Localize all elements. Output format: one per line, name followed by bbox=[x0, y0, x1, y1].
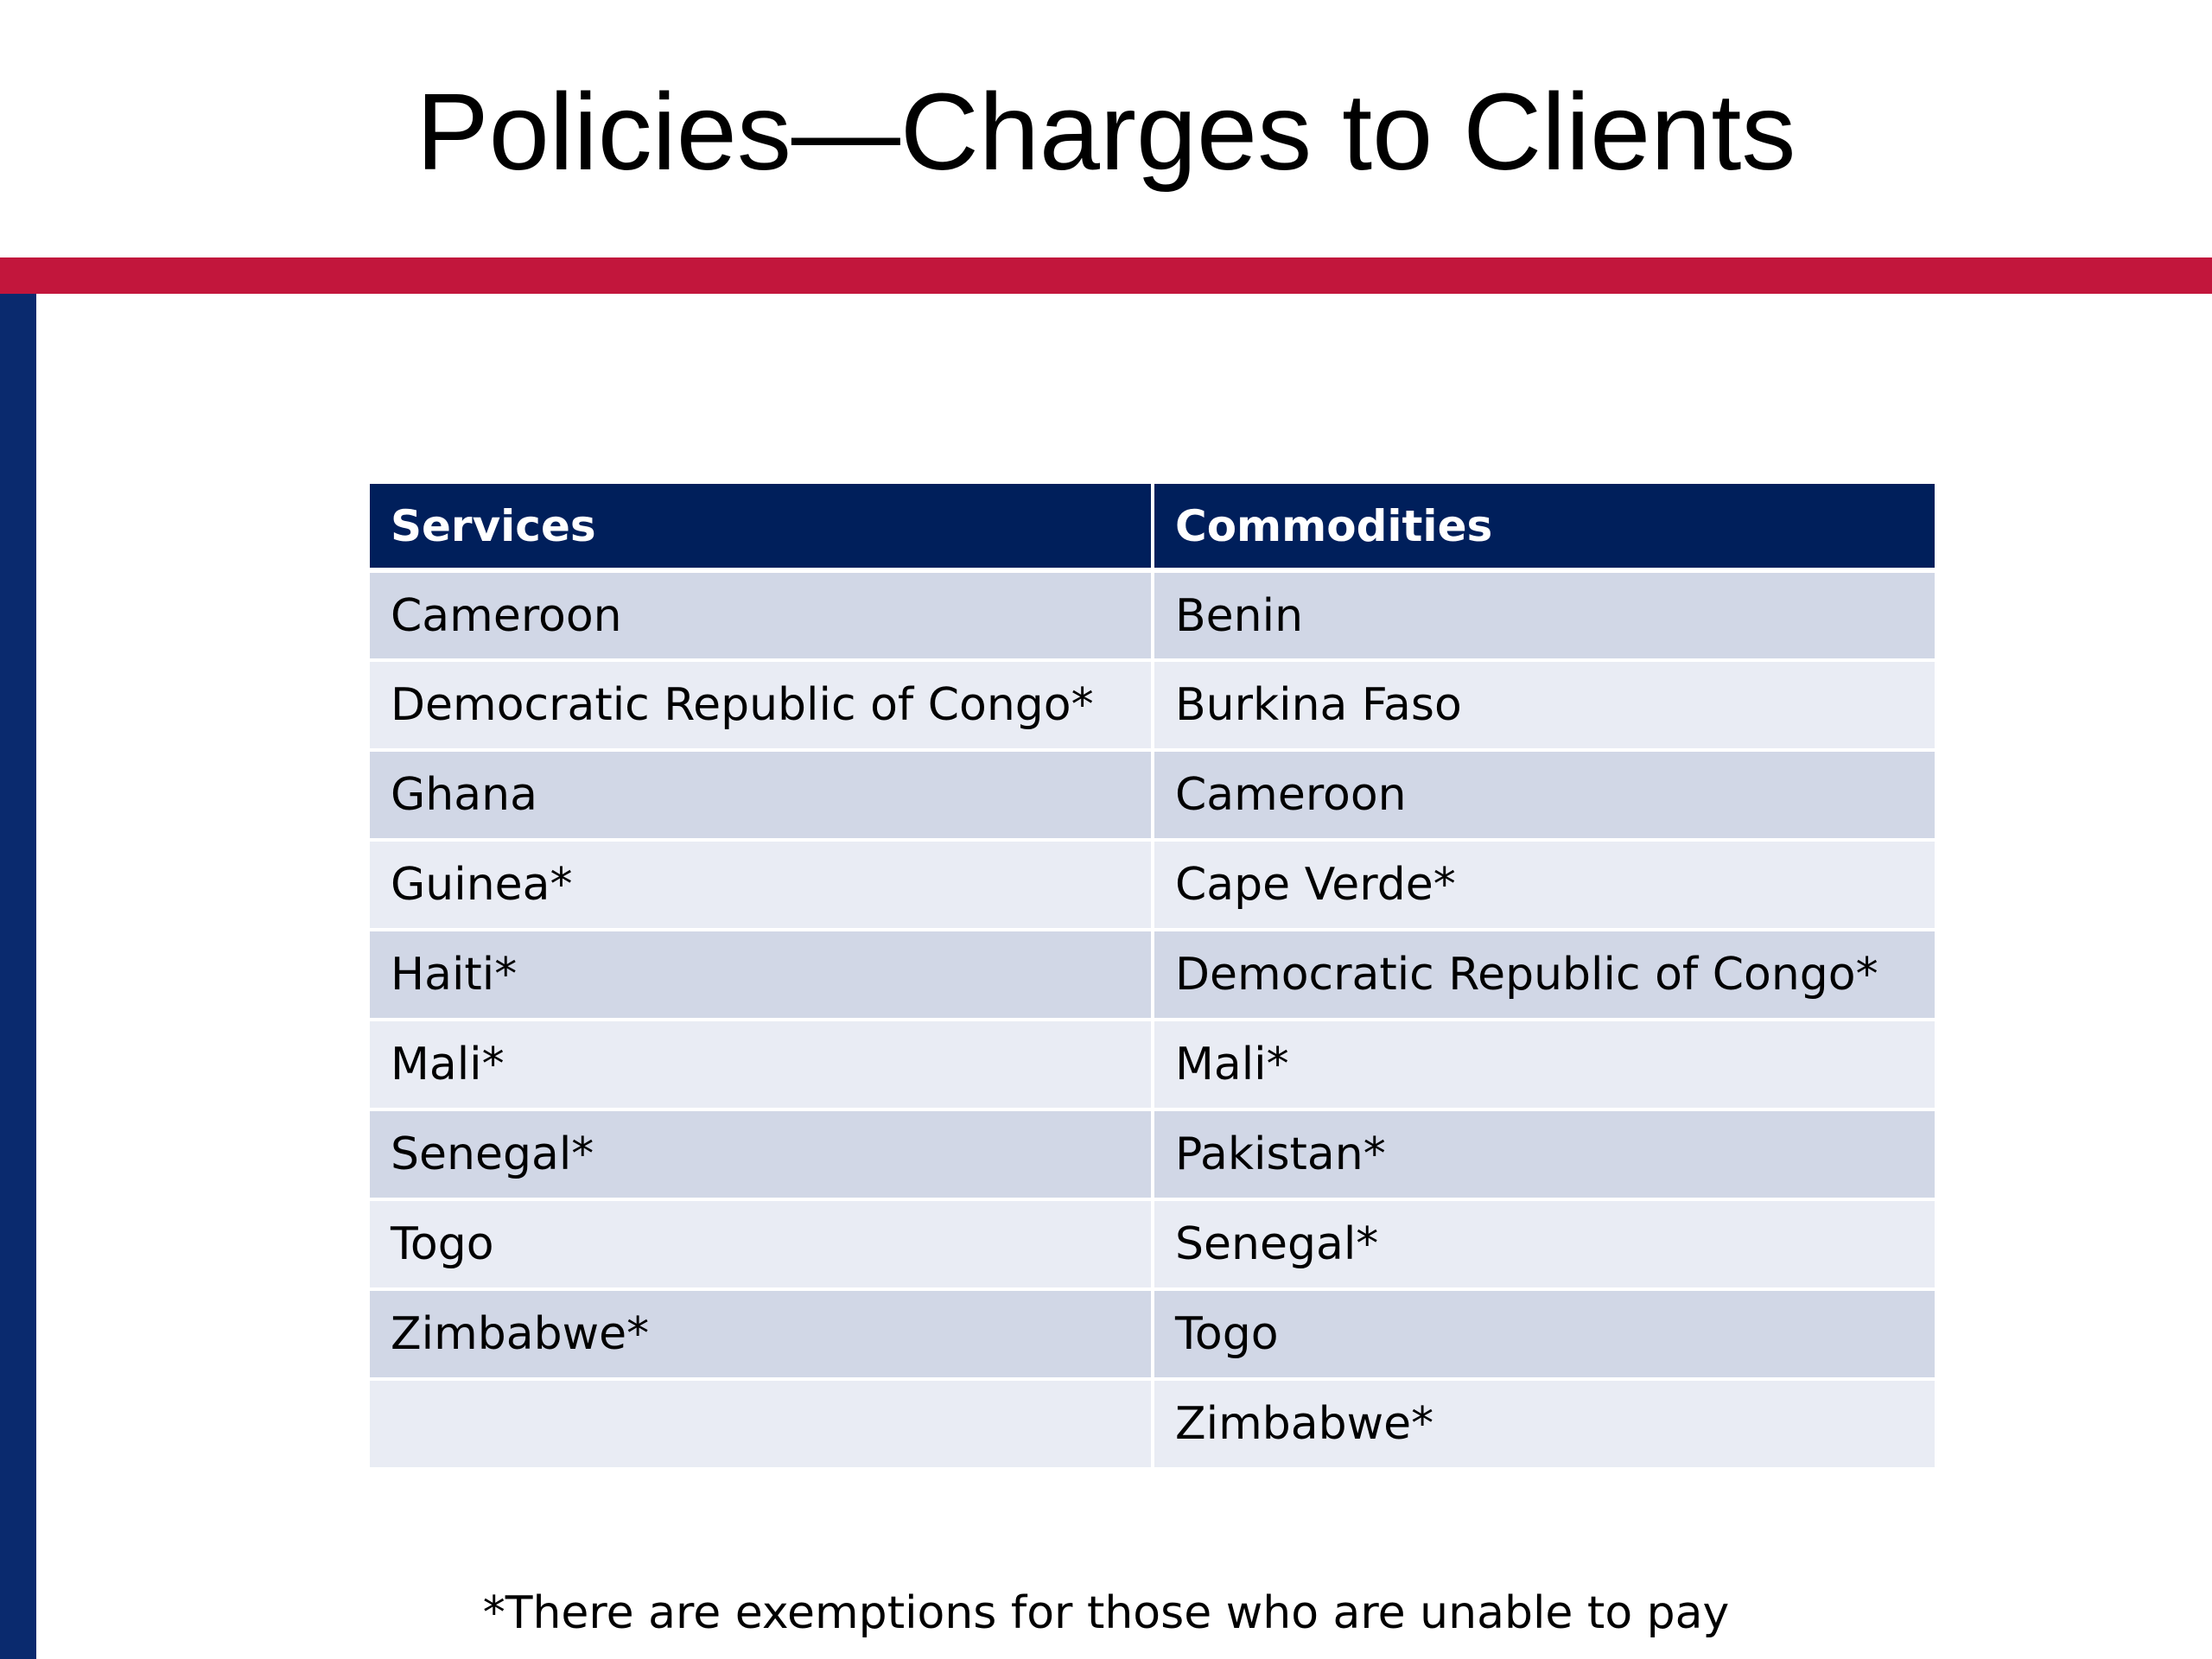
table-row bbox=[370, 1199, 1935, 1289]
services-cell: Haiti* bbox=[370, 930, 1153, 1020]
header-commodities: Commodities bbox=[1153, 484, 1935, 570]
services-cell: Guinea* bbox=[370, 840, 1153, 930]
commodities-cell: Cameroon bbox=[1153, 750, 1935, 840]
table-header-row bbox=[370, 484, 1935, 570]
commodities-cell: Togo bbox=[1153, 1289, 1935, 1379]
commodities-cell: Zimbabwe* bbox=[1153, 1379, 1935, 1469]
commodities-cell: Burkina Faso bbox=[1153, 660, 1935, 750]
header-services: Services bbox=[370, 484, 1153, 570]
red-divider-bar bbox=[0, 257, 2212, 294]
table-row bbox=[370, 660, 1935, 750]
services-cell: Cameroon bbox=[370, 570, 1153, 660]
table-row bbox=[370, 1289, 1935, 1379]
services-cell: Mali* bbox=[370, 1020, 1153, 1109]
commodities-cell: Mali* bbox=[1153, 1020, 1935, 1109]
services-cell: Zimbabwe* bbox=[370, 1289, 1153, 1379]
table-row bbox=[370, 930, 1935, 1020]
blue-side-bar bbox=[0, 294, 36, 1659]
table-row bbox=[370, 750, 1935, 840]
commodities-cell: Senegal* bbox=[1153, 1199, 1935, 1289]
slide-title: Policies—Charges to Clients bbox=[416, 71, 1796, 193]
table-row bbox=[370, 1109, 1935, 1199]
policy-table-container bbox=[370, 484, 1935, 1471]
policy-table bbox=[370, 484, 1935, 1471]
commodities-cell: Democratic Republic of Congo* bbox=[1153, 930, 1935, 1020]
services-cell: Senegal* bbox=[370, 1109, 1153, 1199]
commodities-cell: Pakistan* bbox=[1153, 1109, 1935, 1199]
services-cell: Democratic Republic of Congo* bbox=[370, 660, 1153, 750]
services-cell: Togo bbox=[370, 1199, 1153, 1289]
services-cell bbox=[370, 1379, 1153, 1469]
commodities-cell: Benin bbox=[1153, 570, 1935, 660]
table-row bbox=[370, 1020, 1935, 1109]
commodities-cell: Cape Verde* bbox=[1153, 840, 1935, 930]
table-row bbox=[370, 840, 1935, 930]
footnote: *There are exemptions for those who are unable to pay bbox=[482, 1587, 1730, 1639]
table-row bbox=[370, 570, 1935, 660]
services-cell: Ghana bbox=[370, 750, 1153, 840]
table-row bbox=[370, 1379, 1935, 1469]
